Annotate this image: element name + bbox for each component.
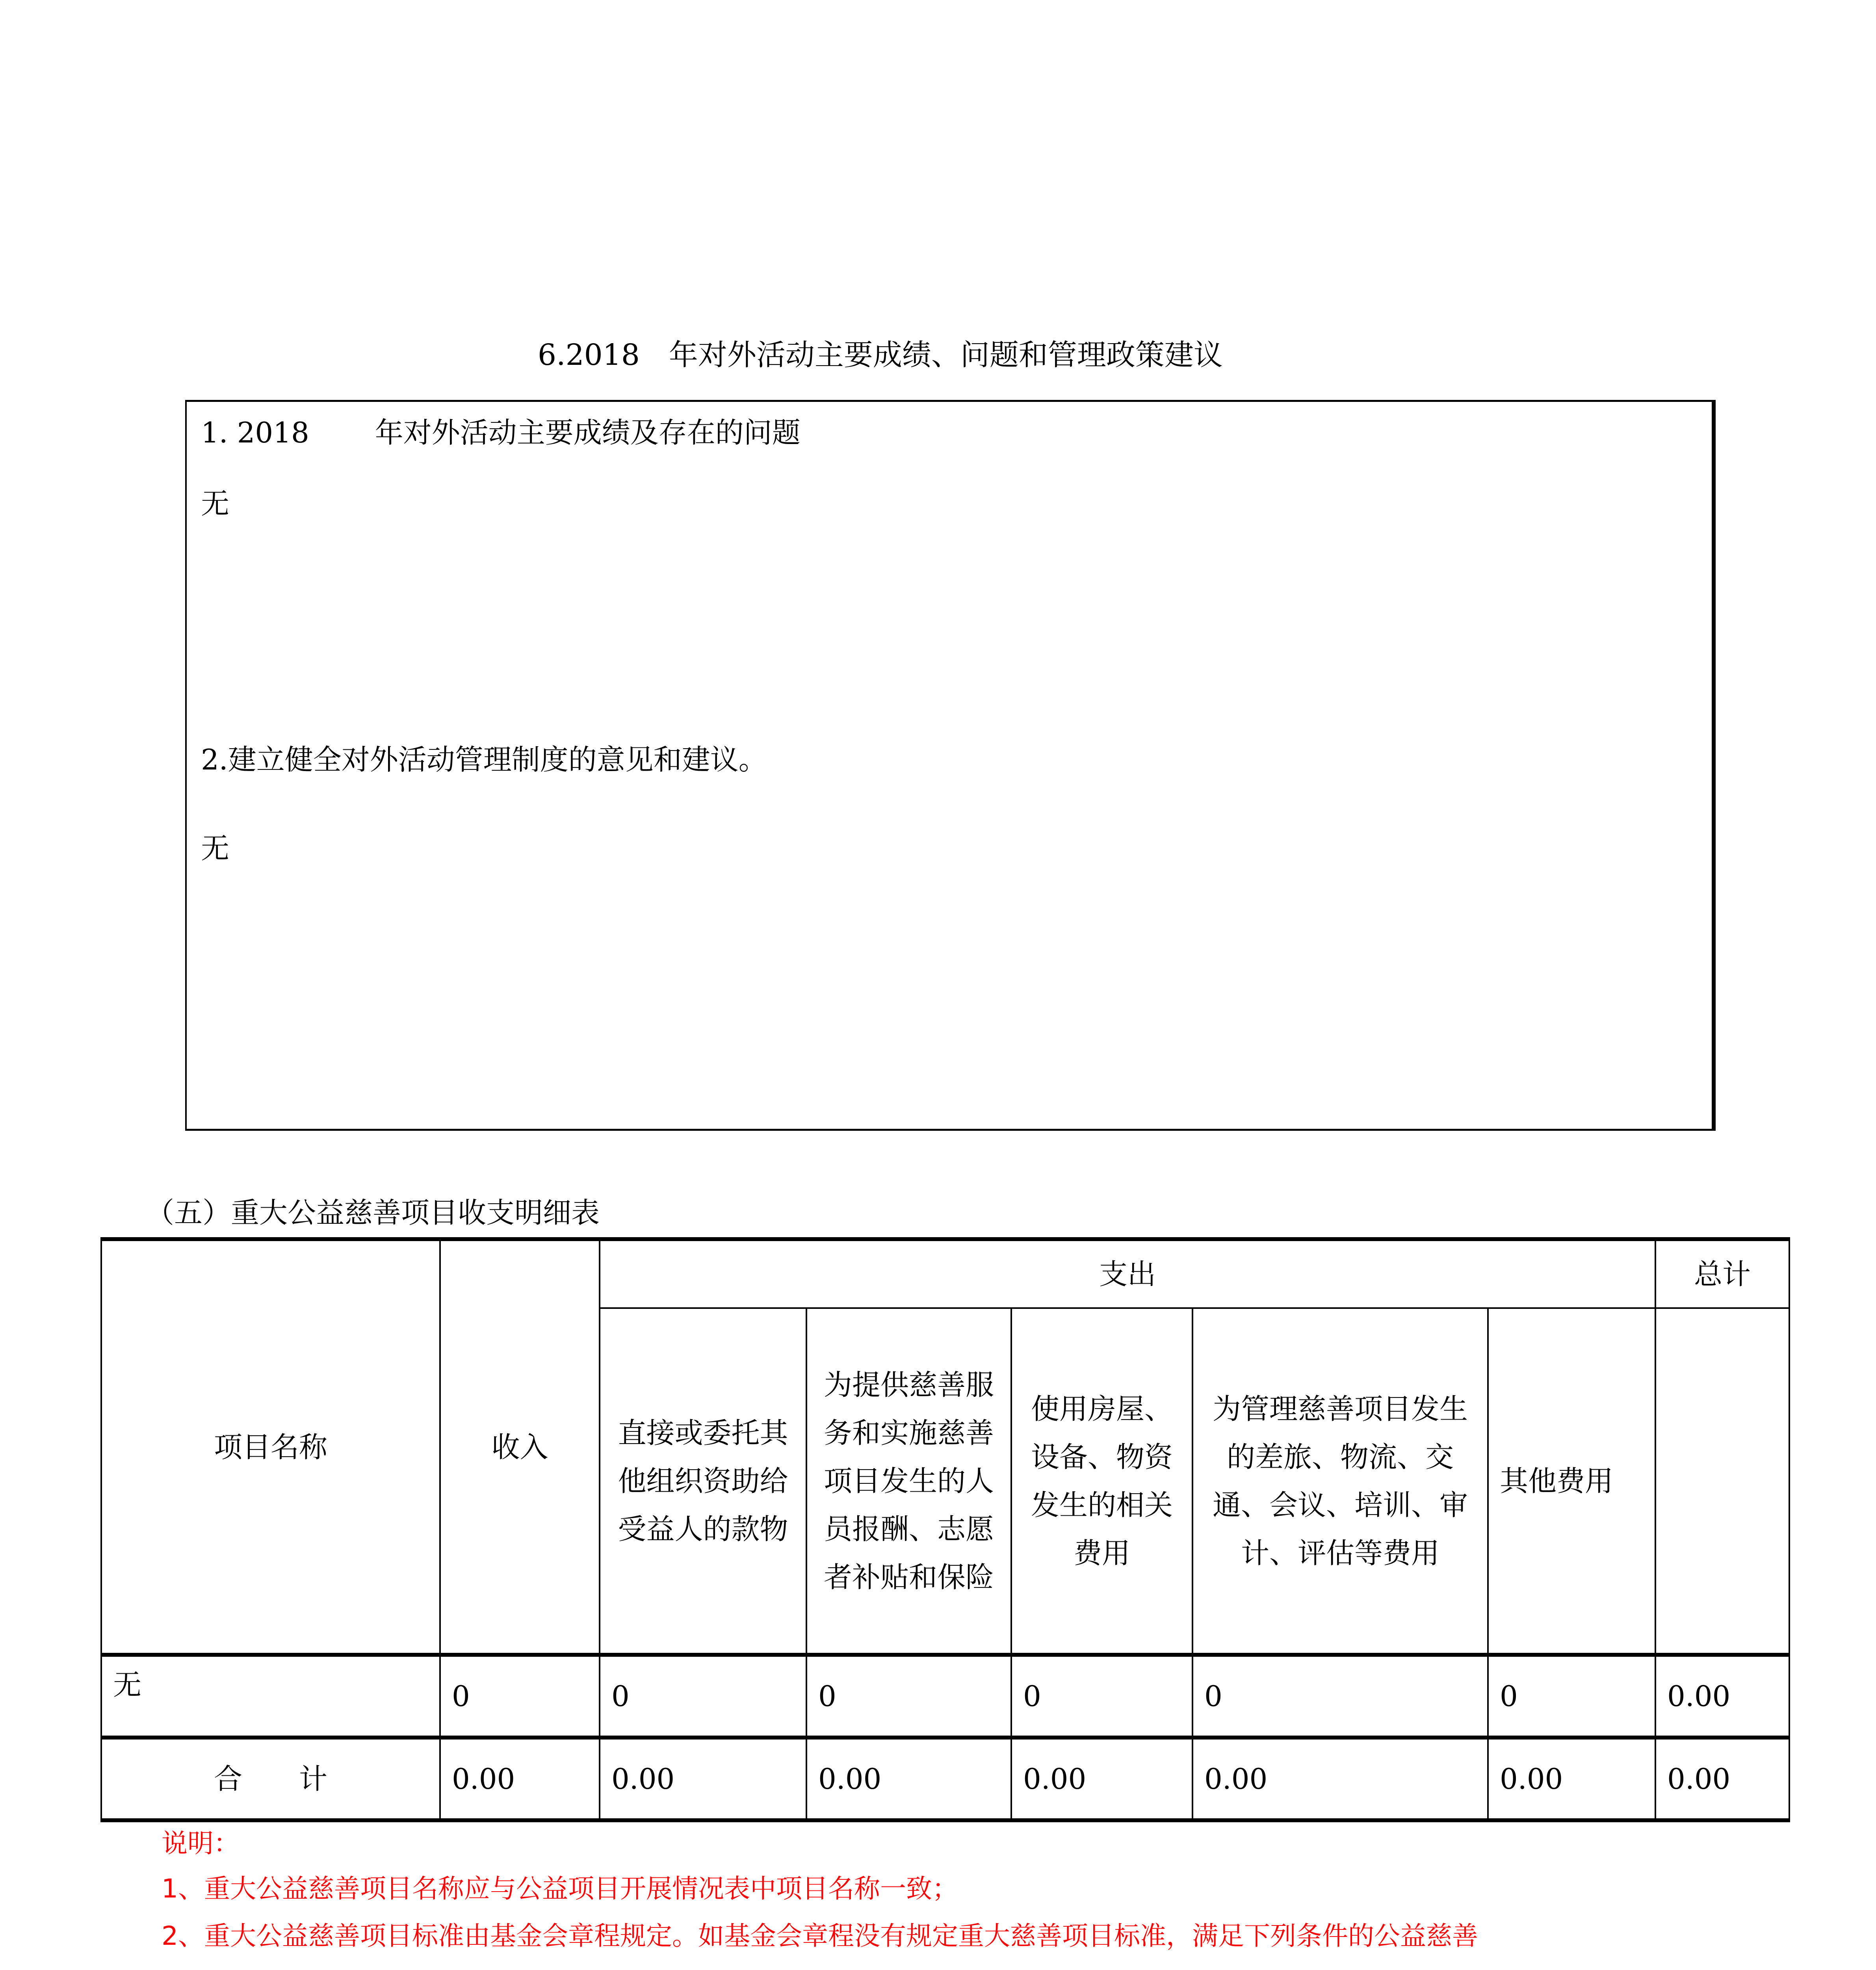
notes-line-2-cont bbox=[104, 1964, 312, 1970]
total-expense-other: 0.00 bbox=[1488, 1738, 1655, 1820]
item2-value: 无 bbox=[201, 832, 230, 865]
header-total-blank bbox=[1655, 1308, 1789, 1655]
header-expense-direct-aid: 直接或委托其他组织资助给受益人的款物 bbox=[600, 1308, 806, 1655]
notes-line-1: 1、重大公益慈善项目名称应与公益项目开展情况表中项目名称一致； bbox=[162, 1873, 958, 1904]
table-row bbox=[101, 1655, 1789, 1738]
header-expense-personnel: 为提供慈善服务和实施慈善项目发生的人员报酬、志愿者补贴和保险 bbox=[806, 1308, 1011, 1655]
header-expense-facilities: 使用房屋、设备、物资发生的相关费用 bbox=[1011, 1308, 1192, 1655]
project-income-expense-table bbox=[100, 1237, 1790, 1822]
row-expense-personnel: 0 bbox=[806, 1655, 1011, 1738]
row-expense-other: 0 bbox=[1488, 1655, 1655, 1738]
total-expense-direct-aid: 0.00 bbox=[600, 1738, 806, 1820]
item1-value: 无 bbox=[201, 487, 230, 520]
item1-heading: 1. 2018 年对外活动主要成绩及存在的问题 bbox=[201, 416, 801, 449]
table5-title: （五）重大公益慈善项目收支明细表 bbox=[146, 1196, 600, 1229]
item2-heading: 2.建立健全对外活动管理制度的意见和建议。 bbox=[201, 743, 767, 776]
row-expense-facilities: 0 bbox=[1011, 1655, 1192, 1738]
total-income: 0.00 bbox=[440, 1738, 600, 1820]
total-expense-facilities: 0.00 bbox=[1011, 1738, 1192, 1820]
header-total: 总计 bbox=[1655, 1239, 1789, 1308]
notes-line-2: 2、重大公益慈善项目标准由基金会章程规定。如基金会章程没有规定重大慈善项目标准，满足下列条件的公益慈善 bbox=[162, 1921, 1478, 1951]
total-row bbox=[101, 1738, 1789, 1820]
row-expense-management: 0 bbox=[1192, 1655, 1488, 1738]
header-expense-other: 其他费用 bbox=[1488, 1308, 1655, 1655]
notes-heading: 说明： bbox=[162, 1828, 240, 1858]
row-project-name: 无 bbox=[101, 1655, 440, 1738]
total-total: 0.00 bbox=[1655, 1738, 1789, 1820]
row-expense-direct-aid: 0 bbox=[600, 1655, 806, 1738]
header-project-name: 项目名称 bbox=[101, 1239, 440, 1655]
header-expense-management: 为管理慈善项目发生的差旅、物流、交通、会议、培训、审计、评估等费用 bbox=[1192, 1308, 1488, 1655]
header-income: 收入 bbox=[440, 1239, 600, 1655]
row-income: 0 bbox=[440, 1655, 600, 1738]
total-expense-management: 0.00 bbox=[1192, 1738, 1488, 1820]
header-expense: 支出 bbox=[600, 1239, 1655, 1308]
section-title: 6.2018 年对外活动主要成绩、问题和管理政策建议 bbox=[538, 338, 1223, 372]
total-expense-personnel: 0.00 bbox=[806, 1738, 1011, 1820]
total-label: 合 计 bbox=[101, 1738, 440, 1820]
activities-box bbox=[185, 400, 1716, 1131]
row-total: 0.00 bbox=[1655, 1655, 1789, 1738]
